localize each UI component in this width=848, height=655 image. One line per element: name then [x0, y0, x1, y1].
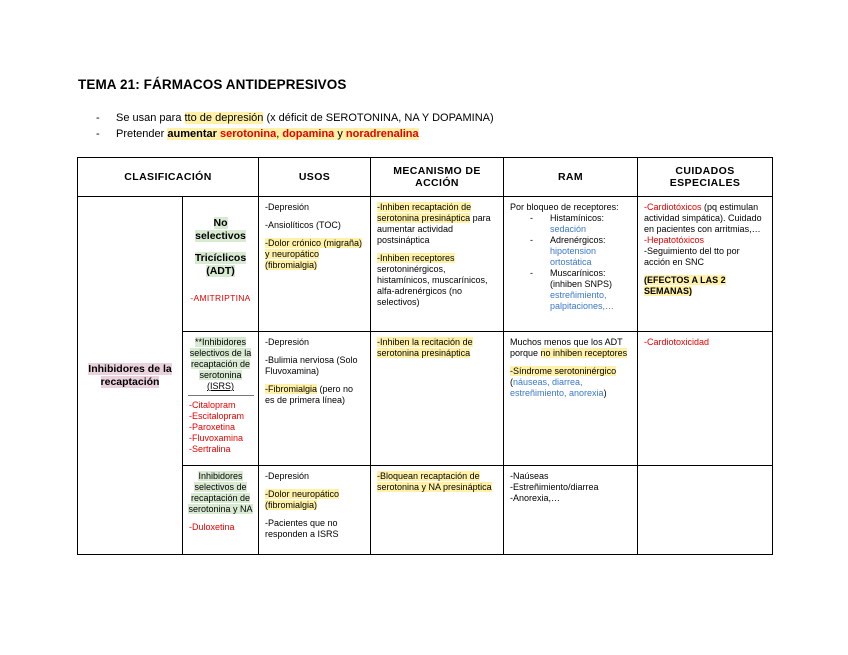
cuidados-cell	[638, 466, 773, 555]
table-header-row	[78, 158, 773, 197]
bullet-goal	[96, 126, 494, 142]
divider	[188, 395, 254, 396]
effect-text: hipotension ortostática	[550, 246, 597, 267]
header-cuidados: CUIDADOS ESPECIALES	[638, 158, 773, 197]
drug-name: -AMITRIPTINA	[190, 293, 251, 303]
header-ram: RAM	[504, 158, 638, 197]
effect-text: náuseas, diarrea, estreñimiento, anorexia	[510, 377, 604, 398]
header-mecanismo: MECANISMO DE ACCIÓN	[371, 158, 504, 197]
ram-intro: Por bloqueo de receptores:	[510, 202, 619, 212]
cuidados-cell	[638, 197, 773, 332]
bullet-dash: -	[96, 128, 100, 140]
use-item: -Depresión	[265, 337, 310, 347]
ram-item: -Anorexia,…	[510, 493, 561, 503]
use-item: -Depresión	[265, 471, 310, 481]
receptor-label: Histamínicos:	[550, 213, 605, 223]
warning-text: -Hepatotóxicos	[644, 235, 705, 245]
table-row	[78, 197, 773, 332]
subclass-label: No selectivos	[195, 217, 246, 242]
warning-text: -Cardiotoxicidad	[644, 337, 710, 347]
subclass-abbr: (ISRS)	[207, 381, 234, 391]
subclass-cell	[183, 332, 259, 466]
ram-highlight: -Síndrome serotoninérgico	[510, 366, 617, 376]
header-usos: USOS	[259, 158, 371, 197]
mecanismo-cell	[371, 197, 504, 332]
usos-cell	[259, 197, 371, 332]
effect-text: sedación	[550, 224, 587, 234]
ram-highlight: no inhiben receptores	[540, 348, 628, 358]
receptor-label: Adrenérgicos:	[550, 235, 606, 245]
mechanism-text: serotoninérgicos, histamínicos, muscarínicos, alfa-adrenérgicos (no selectivos)	[377, 264, 488, 307]
subclass-label: Tricíclicos (ADT)	[194, 252, 247, 277]
drug-name: -Paroxetina	[189, 422, 236, 432]
page-title: TEMA 21: FÁRMACOS ANTIDEPRESIVOS	[78, 77, 347, 92]
mechanism-text: para aumentar actividad postsináptica	[377, 213, 491, 245]
bullet-text: Pretender	[116, 128, 168, 140]
ram-cell	[504, 466, 638, 555]
highlight-text: aumentar	[167, 128, 217, 140]
use-item: -Ansiolíticos (TOC)	[265, 220, 341, 230]
effect-text: estreñimiento, palpitaciones,…	[550, 290, 615, 311]
list-dash: -	[530, 235, 534, 245]
list-item	[510, 213, 631, 235]
header-clasificacion: CLASIFICACIÓN	[78, 158, 259, 197]
ram-text: (	[510, 377, 514, 387]
bullet-text: Se usan para	[116, 112, 185, 124]
antidepressants-table	[77, 157, 773, 555]
care-text: (pq estimulan actividad simpática). Cuidado en pacientes con arritmias,…	[644, 202, 762, 234]
ram-text: Muchos menos que los ADT porque	[510, 337, 623, 358]
usos-cell	[259, 466, 371, 555]
cuidados-cell	[638, 332, 773, 466]
table-row	[78, 466, 773, 555]
ram-item: -Estreñimiento/diarrea	[510, 482, 599, 492]
mechanism-highlight: -Inhiben la recitación de serotonina presináptica	[377, 337, 473, 358]
care-note: (EFECTOS A LAS 2 SEMANAS)	[644, 275, 726, 296]
table-row	[78, 332, 773, 466]
use-item: -Dolor neuropático (fibromialgia)	[265, 489, 340, 510]
bullet-text: (x déficit de SEROTONINA, NA Y DOPAMINA)	[263, 112, 494, 124]
intro-bullets	[96, 110, 494, 142]
mechanism-highlight: -Inhiben recaptación de serotonina presináptica	[377, 202, 472, 223]
ram-item: -Naúseas	[510, 471, 549, 481]
neurotransmitter: serotonina	[219, 128, 277, 140]
group-cell	[78, 197, 183, 555]
drug-name: -Sertralina	[189, 444, 231, 454]
mechanism-highlight: -Bloquean recaptación de serotonina y NA presináptica	[377, 471, 492, 492]
list-item	[510, 235, 631, 268]
list-dash: -	[530, 213, 534, 223]
receptor-label: Muscarínicos: (inhiben SNPS)	[550, 268, 613, 289]
list-item	[510, 268, 631, 312]
group-label: Inhibidores de la recaptación	[88, 362, 172, 388]
highlight-text: tto de depresión	[184, 112, 264, 124]
care-text	[638, 466, 772, 474]
use-item: -Depresión	[265, 202, 310, 212]
mechanism-highlight: -Inhiben receptores	[377, 253, 455, 263]
subclass-cell	[183, 466, 259, 555]
ram-text: )	[603, 388, 607, 398]
mecanismo-cell	[371, 332, 504, 466]
subclass-label: **Inhibidores selectivos de la recaptación de serotonina	[189, 337, 252, 380]
mecanismo-cell	[371, 466, 504, 555]
bullet-usage	[96, 110, 494, 126]
drug-name: -Fluvoxamina	[189, 433, 244, 443]
ram-cell	[504, 332, 638, 466]
care-text: -Seguimiento del tto por acción en SNC	[644, 246, 740, 267]
drug-name: -Duloxetina	[189, 522, 235, 532]
neurotransmitter: noradrenalina	[345, 128, 419, 140]
use-item: (pero no es de primera línea)	[265, 384, 354, 405]
drug-name: -Escitalopram	[189, 411, 245, 421]
subclass-label: Inhibidores selectivos de recaptación de serotonina y NA	[188, 471, 253, 514]
use-highlight: -Fibromialgia	[265, 384, 318, 394]
use-item: -Dolor crónico (migraña) y neuropático (fibromialgia)	[265, 238, 363, 270]
separator: y	[334, 128, 346, 140]
usos-cell	[259, 332, 371, 466]
neurotransmitter: dopamina	[282, 128, 335, 140]
drug-name: -Citalopram	[189, 400, 236, 410]
use-item: -Bulimia nerviosa (Solo Fluvoxamina)	[265, 355, 358, 376]
ram-list	[510, 213, 631, 312]
separator: ,	[276, 128, 283, 140]
ram-cell	[504, 197, 638, 332]
subclass-cell	[183, 197, 259, 332]
warning-text: -Cardiotóxicos	[644, 202, 702, 212]
bullet-dash: -	[96, 112, 100, 124]
list-dash: -	[530, 268, 534, 278]
use-item: -Pacientes que no responden a ISRS	[265, 518, 339, 539]
